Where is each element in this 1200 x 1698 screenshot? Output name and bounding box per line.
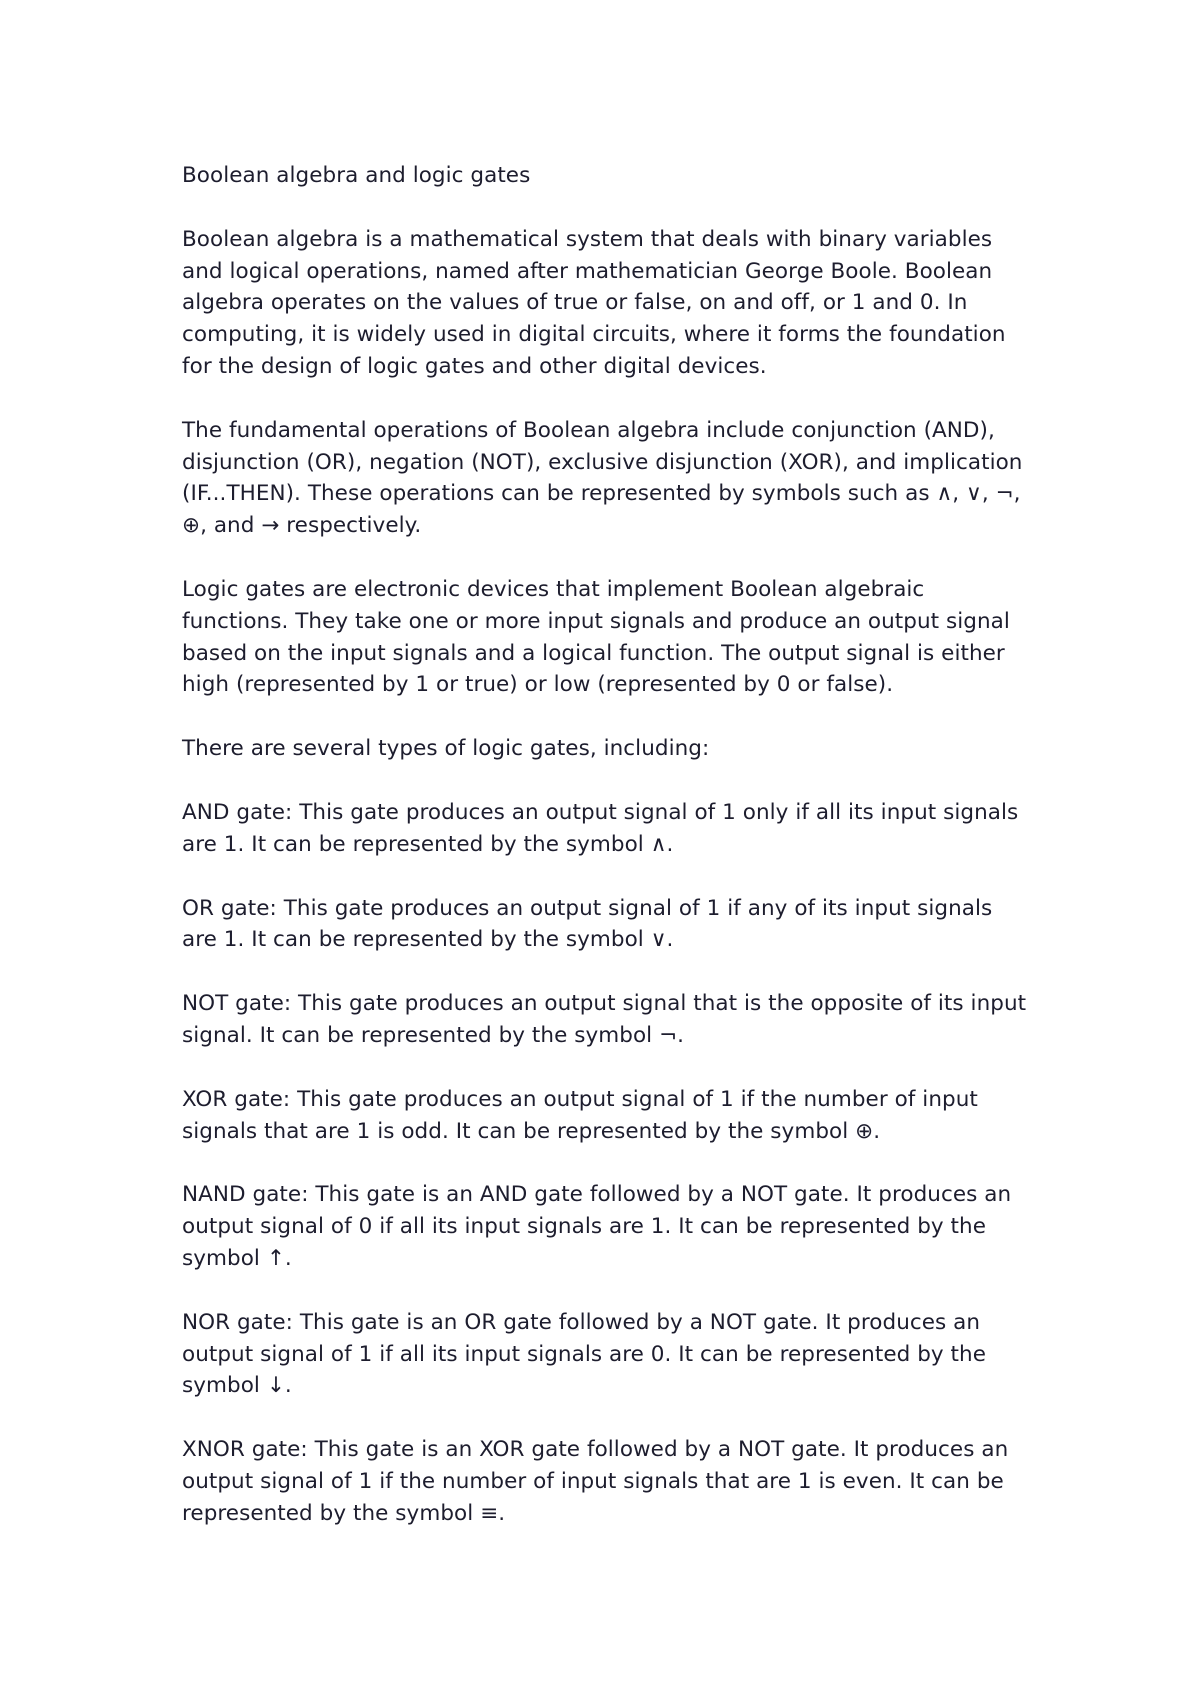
- paragraph-and-gate: AND gate: This gate produces an output signal of 1 only if all its input signals are 1. It can be represented by the symbol ∧.: [182, 799, 1019, 857]
- paragraph-nor-gate: NOR gate: This gate is an OR gate followed by a NOT gate. It produces an output signal of 1 if all its input signals are 0. It can be represented by the symbol ↓.: [182, 1309, 986, 1399]
- document-body: [182, 160, 1032, 1562]
- paragraph-operations: The fundamental operations of Boolean algebra include conjunction (AND), disjunction (OR), negation (NOT), exclusive disjunction (XOR), and implication (IF...THEN). These operations can be represented by symbols such as ∧, ∨, ¬, ⊕, and → respectively.: [182, 417, 1023, 539]
- paragraph-intro: Boolean algebra is a mathematical system that deals with binary variables and logical operations, named after mathematician George Boole. Boolean algebra operates on the values of true or false, on and off, or 1 and 0. In computing, it is widely used in digital circuits, where it forms the foundation for the design of logic gates and other digital devices.: [182, 226, 1006, 379]
- paragraph-xnor-gate: XNOR gate: This gate is an XOR gate followed by a NOT gate. It produces an output signal of 1 if the number of input signals that are 1 is even. It can be represented by the symbol ≡.: [182, 1437, 1009, 1526]
- paragraph-not-gate: NOT gate: This gate produces an output signal that is the opposite of its input signal. It can be represented by the symbol ¬.: [182, 991, 1027, 1048]
- paragraph-xor-gate: XOR gate: This gate produces an output signal of 1 if the number of input signals that are 1 is odd. It can be represented by the symbol ⊕.: [182, 1086, 978, 1144]
- paragraph-nand-gate: NAND gate: This gate is an AND gate followed by a NOT gate. It produces an output signal of 0 if all its input signals are 1. It can be represented by the symbol ↑.: [182, 1182, 1012, 1271]
- document-title: Boolean algebra and logic gates: [182, 163, 531, 188]
- paragraph-logic-gates: Logic gates are electronic devices that implement Boolean algebraic functions. They take one or more input signals and produce an output signal based on the input signals and a logical function. The output signal is either high (represented by 1 or true) or low (represented by 0 or false).: [182, 576, 1010, 698]
- paragraph-types-intro: There are several types of logic gates, including:: [182, 736, 710, 762]
- paragraph-or-gate: OR gate: This gate produces an output signal of 1 if any of its input signals are 1. It can be represented by the symbol ∨.: [182, 895, 993, 953]
